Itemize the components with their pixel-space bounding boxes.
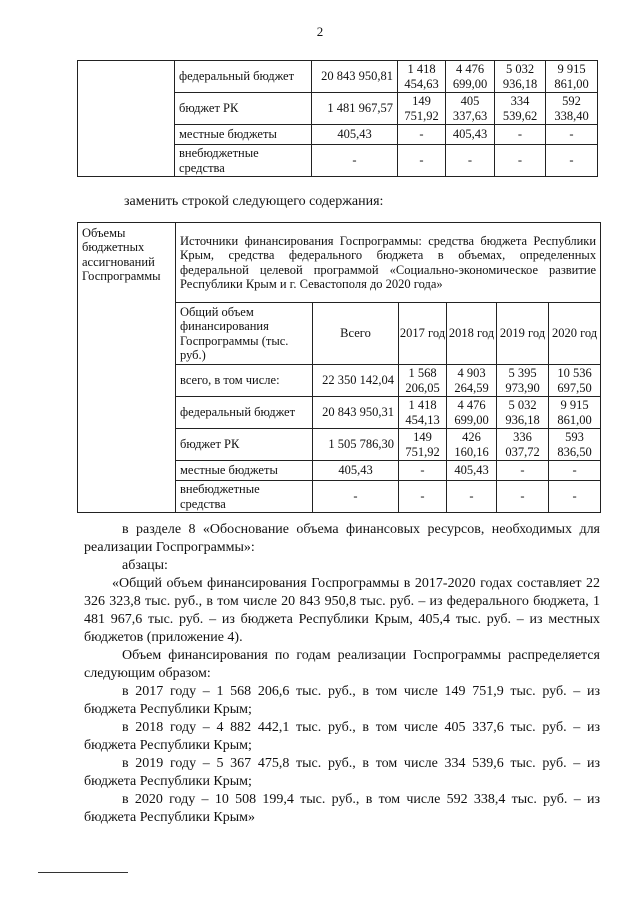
total-cell: - bbox=[312, 145, 398, 177]
header-2018: 2018 год bbox=[447, 303, 497, 365]
y2020-cell: 9 915 861,00 bbox=[549, 397, 601, 429]
paragraph: в 2018 году – 4 882 442,1 тыс. руб., в том числе 405 337,6 тыс. руб. – из бюджета Республики Крым; bbox=[84, 720, 600, 753]
y2019-cell: - bbox=[497, 461, 549, 481]
row-label: внебюджетные средства bbox=[176, 481, 313, 513]
main-budget-table bbox=[77, 222, 601, 513]
page-number: 2 bbox=[316, 24, 324, 39]
paragraph: абзацы: bbox=[122, 558, 168, 573]
y2019-cell: 334 539,62 bbox=[495, 93, 546, 125]
row-label: внебюджетные средства bbox=[175, 145, 312, 177]
y2018-cell: 4 903 264,59 bbox=[447, 365, 497, 397]
total-cell: 20 843 950,81 bbox=[312, 61, 398, 93]
row-label: местные бюджеты bbox=[176, 461, 313, 481]
section-text bbox=[84, 521, 600, 827]
y2018-cell: 4 476 699,00 bbox=[447, 397, 497, 429]
header-2020: 2020 год bbox=[549, 303, 601, 365]
y2018-cell: - bbox=[446, 145, 495, 177]
total-cell: 1 481 967,57 bbox=[312, 93, 398, 125]
top-budget-table bbox=[77, 60, 598, 177]
row-label: федеральный бюджет bbox=[176, 397, 313, 429]
y2018-cell: 405,43 bbox=[446, 125, 495, 145]
y2017-cell: 1 418 454,13 bbox=[399, 397, 447, 429]
header-2017: 2017 год bbox=[399, 303, 447, 365]
total-cell: 405,43 bbox=[312, 125, 398, 145]
y2020-cell: 9 915 861,00 bbox=[546, 61, 598, 93]
y2020-cell: 593 836,50 bbox=[549, 429, 601, 461]
y2018-cell: - bbox=[447, 481, 497, 513]
y2019-cell: 5 395 973,90 bbox=[497, 365, 549, 397]
y2020-cell: - bbox=[546, 145, 598, 177]
paragraph: в 2017 году – 1 568 206,6 тыс. руб., в том числе 149 751,9 тыс. руб. – из бюджета Республики Крым; bbox=[84, 684, 600, 717]
y2018-cell: 4 476 699,00 bbox=[446, 61, 495, 93]
y2019-cell: 5 032 936,18 bbox=[495, 61, 546, 93]
replace-instruction: заменить строкой следующего содержания: bbox=[124, 194, 384, 209]
paragraph: в 2020 году – 10 508 199,4 тыс. руб., в том числе 592 338,4 тыс. руб. – из бюджета Республики Крым» bbox=[84, 792, 600, 825]
row-label: местные бюджеты bbox=[175, 125, 312, 145]
y2017-cell: - bbox=[398, 145, 446, 177]
y2017-cell: 1 568 206,05 bbox=[399, 365, 447, 397]
total-cell: 22 350 142,04 bbox=[313, 365, 399, 397]
paragraph: в 2019 году – 5 367 475,8 тыс. руб., в том числе 334 539,6 тыс. руб. – из бюджета Республики Крым; bbox=[84, 756, 600, 789]
table-row bbox=[78, 223, 601, 303]
header-2019: 2019 год bbox=[497, 303, 549, 365]
y2018-cell: 405,43 bbox=[447, 461, 497, 481]
paragraph: Объем финансирования по годам реализации Госпрограммы распределяется следующим образом: bbox=[84, 648, 600, 681]
table-row bbox=[78, 61, 598, 93]
y2019-cell: - bbox=[497, 481, 549, 513]
row-label: бюджет РК bbox=[175, 93, 312, 125]
y2020-cell: 592 338,40 bbox=[546, 93, 598, 125]
y2017-cell: - bbox=[399, 461, 447, 481]
row-label: федеральный бюджет bbox=[175, 61, 312, 93]
header-total: Всего bbox=[313, 303, 399, 365]
y2019-cell: 336 037,72 bbox=[497, 429, 549, 461]
y2020-cell: - bbox=[546, 125, 598, 145]
total-cell: 20 843 950,31 bbox=[313, 397, 399, 429]
y2020-cell: - bbox=[549, 481, 601, 513]
total-cell: - bbox=[313, 481, 399, 513]
allocation-label-cell: Объемы бюджетных ассигнований Госпрограммы bbox=[78, 223, 176, 513]
y2019-cell: - bbox=[495, 125, 546, 145]
y2019-cell: 5 032 936,18 bbox=[497, 397, 549, 429]
total-cell: 1 505 786,30 bbox=[313, 429, 399, 461]
y2020-cell: - bbox=[549, 461, 601, 481]
y2019-cell: - bbox=[495, 145, 546, 177]
footer-rule bbox=[38, 872, 128, 873]
sources-text-cell: Источники финансирования Госпрограммы: средства бюджета Республики Крым, средства федерального бюджета в объемах, определенных федеральной целевой программой «Социально-экономическое развитие Республики Крым и г. Севастополя до 2020 года» bbox=[176, 223, 601, 303]
y2017-cell: 1 418 454,63 bbox=[398, 61, 446, 93]
y2017-cell: 149 751,92 bbox=[398, 93, 446, 125]
empty-left-cell bbox=[78, 61, 175, 177]
y2018-cell: 426 160,16 bbox=[447, 429, 497, 461]
y2017-cell: - bbox=[398, 125, 446, 145]
paragraph: «Общий объем финансирования Госпрограммы в 2017-2020 годах составляет 22 326 323,8 тыс. руб., в том числе 20 843 950,8 тыс. руб. – из федерального бюджета, 1 481 967,6 тыс. руб. – из бюджета Республики Крым, 405,4 тыс. руб. – из местных бюджетов (приложение 4). bbox=[84, 576, 600, 645]
row-label: всего, в том числе: bbox=[176, 365, 313, 397]
total-cell: 405,43 bbox=[313, 461, 399, 481]
y2020-cell: 10 536 697,50 bbox=[549, 365, 601, 397]
y2018-cell: 405 337,63 bbox=[446, 93, 495, 125]
header-label: Общий объем финансирования Госпрограммы (тыс. руб.) bbox=[176, 303, 313, 365]
y2017-cell: - bbox=[399, 481, 447, 513]
row-label: бюджет РК bbox=[176, 429, 313, 461]
y2017-cell: 149 751,92 bbox=[399, 429, 447, 461]
paragraph: в разделе 8 «Обоснование объема финансовых ресурсов, необходимых для реализации Госпрограммы»: bbox=[84, 522, 600, 555]
